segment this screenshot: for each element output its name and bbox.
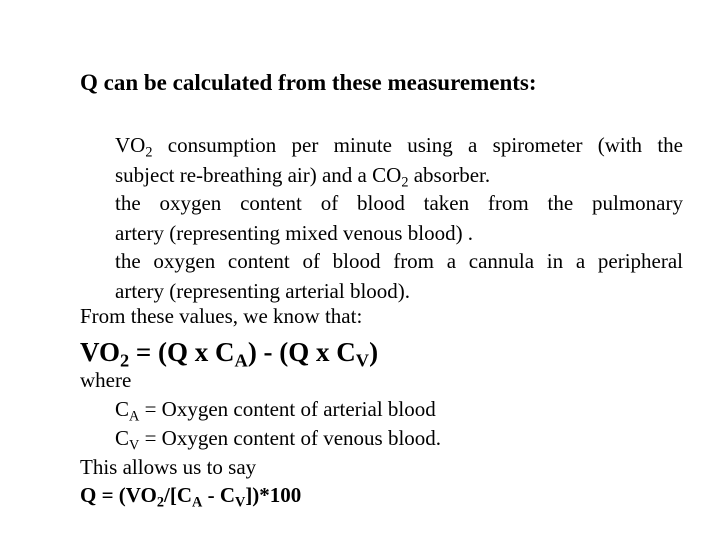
definition-symbol: C	[115, 397, 130, 421]
measurement-text: subject re-breathing air) and a CO	[115, 163, 402, 187]
definition-text: = Oxygen content of venous blood.	[139, 426, 442, 450]
definition-symbol: C	[115, 426, 130, 450]
subscript: A	[129, 408, 140, 425]
subscript: V	[129, 437, 140, 454]
allows-text: This allows us to say	[80, 455, 257, 479]
subscript: 2	[145, 144, 153, 161]
measurement-item-line: artery (representing arterial blood).	[115, 279, 411, 303]
where-text: where	[80, 368, 132, 392]
final-equation	[80, 483, 302, 511]
definition-text: = Oxygen content of arterial blood	[139, 397, 436, 421]
measurement-item-pulmonary	[115, 188, 683, 248]
measurement-item-peripheral	[115, 246, 683, 306]
measurement-text: absorber.	[408, 163, 491, 187]
measurement-item-line	[115, 130, 683, 160]
subscript: 2	[156, 494, 165, 511]
equation-part: )	[369, 337, 379, 367]
cardiac-output-equation	[80, 337, 379, 371]
measurement-item-spirometer	[115, 130, 683, 190]
heading-text: Q can be calculated from these measurements	[80, 70, 529, 95]
from-values-text: From these values, we know that:	[80, 304, 363, 328]
measurement-item-line	[115, 160, 683, 190]
subscript: V	[235, 494, 246, 511]
heading-colon: :	[528, 70, 537, 95]
subscript: 2	[401, 174, 409, 191]
subscript: A	[192, 494, 203, 511]
subscript: 2	[119, 350, 130, 371]
equation-part: VO	[80, 337, 120, 367]
subscript: A	[234, 350, 248, 371]
measurement-item-line: the oxygen content of blood from a cannula in a peripheral	[115, 249, 683, 273]
vo-text: VO	[115, 133, 146, 157]
equation-part: Q = (VO	[80, 483, 157, 507]
equation-part: /[C	[164, 483, 193, 507]
equation-part: - C	[202, 483, 235, 507]
definition-ca	[115, 397, 436, 425]
measurement-item-line: artery (representing mixed venous blood) .	[115, 221, 474, 245]
measurement-text: consumption per minute using a spirometer (with the	[152, 133, 683, 157]
equation-part: = (Q x C	[129, 337, 235, 367]
equation-part: ) - (Q x C	[247, 337, 356, 367]
subscript: V	[355, 350, 370, 371]
measurement-item-line: the oxygen content of blood taken from the pulmonary	[115, 191, 683, 215]
definition-cv	[115, 426, 442, 454]
equation-part: ])*100	[245, 483, 302, 507]
slide-heading	[80, 70, 537, 96]
